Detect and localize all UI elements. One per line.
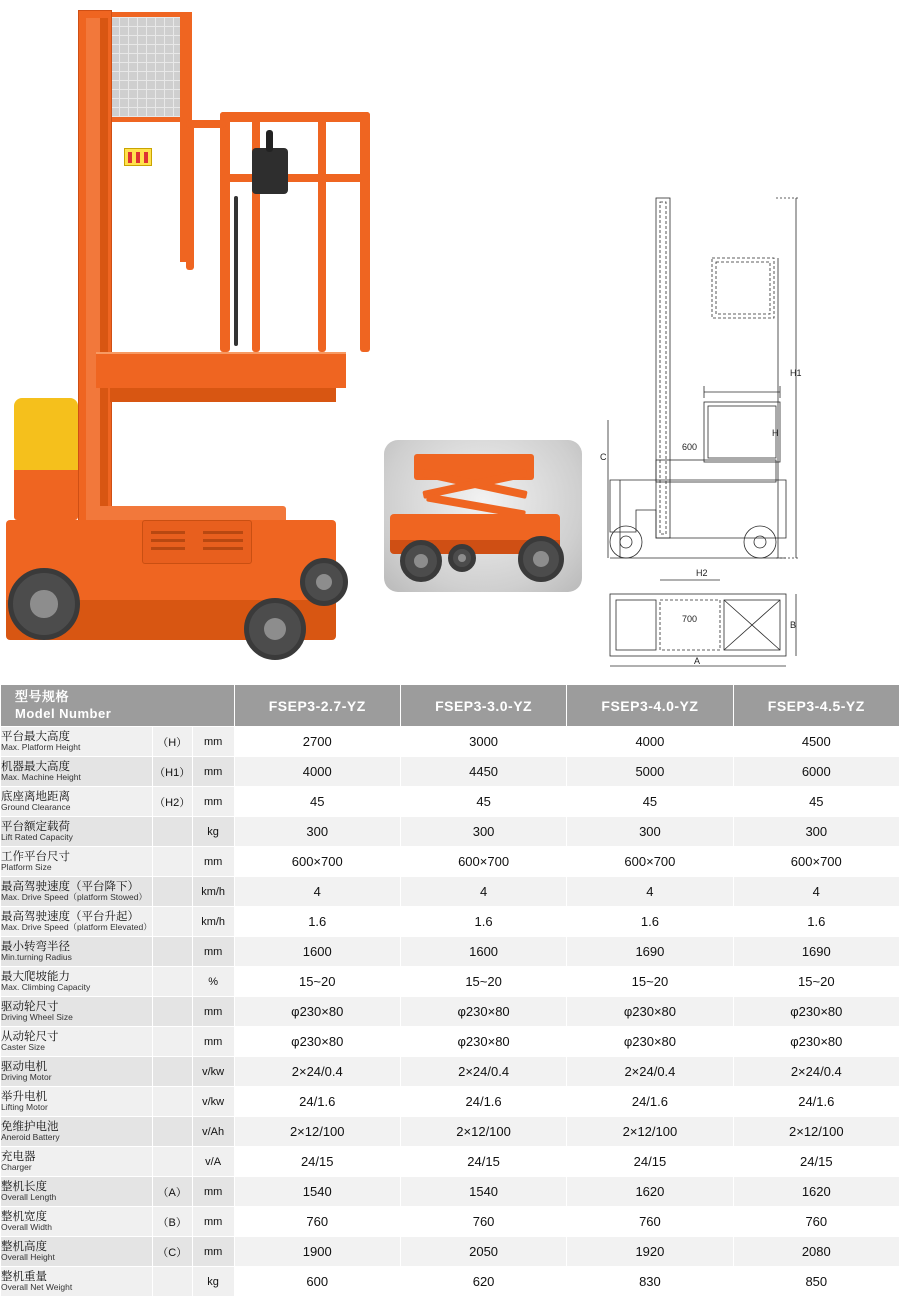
row-label-cn: 最小转弯半径 — [1, 940, 70, 953]
row-symbol: （H1） — [152, 757, 192, 787]
row-label-cn: 最高驾驶速度（平台降下） — [1, 880, 139, 893]
row-unit: mm — [192, 1177, 234, 1207]
row-value-2: 1540 — [400, 1177, 566, 1207]
row-symbol — [152, 997, 192, 1027]
row-value-1: 2×12/100 — [234, 1117, 400, 1147]
mast-shadow — [100, 18, 108, 546]
row-value-4: 760 — [733, 1207, 899, 1237]
row-value-2: 1.6 — [400, 907, 566, 937]
row-label-cn: 底座离地距离 — [1, 790, 70, 803]
row-symbol — [152, 1147, 192, 1177]
row-value-2: 2050 — [400, 1237, 566, 1267]
row-symbol — [152, 817, 192, 847]
row-value-1: 4000 — [234, 757, 400, 787]
row-value-2: 15~20 — [400, 967, 566, 997]
row-value-2: 45 — [400, 787, 566, 817]
row-label-cn: 机器最大高度 — [1, 760, 70, 773]
row-label-cn: 平台额定载荷 — [1, 820, 70, 833]
row-label-en: Driving Motor — [1, 1072, 52, 1083]
cowl-lower — [14, 470, 78, 520]
drawing-label-c: C — [600, 452, 607, 462]
row-label — [1, 1087, 153, 1117]
row-label-en: Lift Rated Capacity — [1, 832, 73, 843]
row-value-3: 600×700 — [567, 847, 733, 877]
row-value-4: 6000 — [733, 757, 899, 787]
spec-table-body — [1, 727, 900, 1297]
main-product-photo — [0, 0, 380, 684]
row-value-4: 2×12/100 — [733, 1117, 899, 1147]
row-label-cn: 免维护电池 — [1, 1120, 59, 1133]
header-model-3: FSEP3-4.0-YZ — [567, 685, 733, 727]
row-value-1: 1540 — [234, 1177, 400, 1207]
row-symbol — [152, 967, 192, 997]
row-symbol — [152, 907, 192, 937]
row-unit: v/Ah — [192, 1117, 234, 1147]
row-unit: % — [192, 967, 234, 997]
warning-label — [124, 148, 152, 166]
joystick-icon — [266, 130, 273, 152]
drawing-label-h2: H2 — [696, 568, 708, 578]
row-symbol — [152, 1057, 192, 1087]
wheel-front — [244, 598, 306, 660]
row-value-4: 600×700 — [733, 847, 899, 877]
row-label — [1, 727, 153, 757]
row-unit: v/A — [192, 1147, 234, 1177]
table-row — [1, 1207, 900, 1237]
row-symbol: （A） — [152, 1177, 192, 1207]
row-value-3: 1690 — [567, 937, 733, 967]
row-value-2: 760 — [400, 1207, 566, 1237]
row-value-1: 600×700 — [234, 847, 400, 877]
row-label-en: Ground Clearance — [1, 802, 71, 813]
row-value-4: 2080 — [733, 1237, 899, 1267]
table-row — [1, 1117, 900, 1147]
table-row — [1, 1087, 900, 1117]
row-label-cn: 从动轮尺寸 — [1, 1030, 59, 1043]
table-row — [1, 877, 900, 907]
row-symbol — [152, 847, 192, 877]
row-value-3: 1620 — [567, 1177, 733, 1207]
row-value-4: φ230×80 — [733, 997, 899, 1027]
table-row — [1, 787, 900, 817]
battery-panel — [142, 520, 252, 564]
row-label — [1, 757, 153, 787]
row-label — [1, 787, 153, 817]
wheel-rear — [8, 568, 80, 640]
table-row — [1, 757, 900, 787]
row-value-4: φ230×80 — [733, 1027, 899, 1057]
row-unit: kg — [192, 1267, 234, 1297]
drawing-label-h1: H1 — [790, 368, 802, 378]
row-label-cn: 整机宽度 — [1, 1210, 47, 1223]
row-label-cn: 举升电机 — [1, 1090, 47, 1103]
row-value-4: 4 — [733, 877, 899, 907]
scissor-assembly — [402, 454, 552, 514]
row-symbol: （C） — [152, 1237, 192, 1267]
row-unit: kg — [192, 817, 234, 847]
header-param-en: Model Number — [15, 705, 112, 721]
table-row — [1, 727, 900, 757]
row-label-cn: 整机高度 — [1, 1240, 47, 1253]
row-value-2: φ230×80 — [400, 997, 566, 1027]
row-value-2: 300 — [400, 817, 566, 847]
row-value-3: 4 — [567, 877, 733, 907]
drawing-label-600: 600 — [682, 442, 698, 452]
row-unit: mm — [192, 727, 234, 757]
row-symbol — [152, 1087, 192, 1117]
row-value-2: 620 — [400, 1267, 566, 1297]
row-label-cn: 驱动轮尺寸 — [1, 1000, 59, 1013]
row-label-cn: 驱动电机 — [1, 1060, 47, 1073]
row-label-en: Overall Width — [1, 1222, 53, 1233]
row-label-cn: 整机重量 — [1, 1270, 47, 1283]
row-label — [1, 1057, 153, 1087]
drawing-label-700: 700 — [682, 614, 698, 624]
row-value-1: 600 — [234, 1267, 400, 1297]
row-value-1: 1900 — [234, 1237, 400, 1267]
row-value-1: 45 — [234, 787, 400, 817]
row-unit: v/kw — [192, 1057, 234, 1087]
row-value-2: 4 — [400, 877, 566, 907]
row-label-en: Max. Drive Speed（platform Elevated） — [1, 922, 152, 933]
row-label-en: Max. Climbing Capacity — [1, 982, 91, 993]
row-label-en: Min.turning Radius — [1, 952, 72, 963]
table-row — [1, 1027, 900, 1057]
wheel-mid — [300, 558, 348, 606]
header-model-1: FSEP3-2.7-YZ — [234, 685, 400, 727]
inset-wheel-left — [400, 540, 442, 582]
row-value-4: 45 — [733, 787, 899, 817]
row-value-1: 1600 — [234, 937, 400, 967]
row-label-en: Driving Wheel Size — [1, 1012, 73, 1023]
control-console — [252, 148, 288, 194]
row-value-3: 5000 — [567, 757, 733, 787]
platform-floor — [96, 352, 346, 388]
row-label-cn: 整机长度 — [1, 1180, 47, 1193]
header-model-2: FSEP3-3.0-YZ — [400, 685, 566, 727]
row-value-2: 600×700 — [400, 847, 566, 877]
row-value-2: 1600 — [400, 937, 566, 967]
row-value-2: 2×24/0.4 — [400, 1057, 566, 1087]
row-value-1: 2×24/0.4 — [234, 1057, 400, 1087]
row-label — [1, 1117, 153, 1147]
row-value-4: 850 — [733, 1267, 899, 1297]
inset-wheel-right — [518, 536, 564, 582]
spec-header-row — [1, 685, 900, 727]
row-label — [1, 967, 153, 997]
table-row — [1, 847, 900, 877]
technical-drawings — [600, 180, 896, 670]
row-label — [1, 1177, 153, 1207]
platform-basket — [200, 112, 380, 370]
table-row — [1, 997, 900, 1027]
row-unit: km/h — [192, 877, 234, 907]
row-value-1: 24/15 — [234, 1147, 400, 1177]
row-value-1: φ230×80 — [234, 1027, 400, 1057]
row-value-4: 1.6 — [733, 907, 899, 937]
row-value-3: 24/15 — [567, 1147, 733, 1177]
row-value-3: 2×12/100 — [567, 1117, 733, 1147]
row-value-3: 830 — [567, 1267, 733, 1297]
row-value-3: 15~20 — [567, 967, 733, 997]
table-row — [1, 967, 900, 997]
row-value-3: 2×24/0.4 — [567, 1057, 733, 1087]
row-value-3: 45 — [567, 787, 733, 817]
row-label — [1, 847, 153, 877]
row-label — [1, 1237, 153, 1267]
table-row — [1, 1147, 900, 1177]
row-value-2: φ230×80 — [400, 1027, 566, 1057]
inset-closeup-photo — [384, 440, 582, 592]
row-value-2: 24/15 — [400, 1147, 566, 1177]
control-cable — [234, 196, 238, 346]
row-value-3: 1920 — [567, 1237, 733, 1267]
row-unit: mm — [192, 1207, 234, 1237]
row-label — [1, 907, 153, 937]
row-symbol — [152, 1117, 192, 1147]
row-value-4: 24/15 — [733, 1147, 899, 1177]
row-value-3: 4000 — [567, 727, 733, 757]
row-unit: mm — [192, 1237, 234, 1267]
table-row — [1, 1057, 900, 1087]
table-row — [1, 1267, 900, 1297]
row-value-4: 1690 — [733, 937, 899, 967]
row-label-en: Max. Platform Height — [1, 742, 81, 753]
row-unit: mm — [192, 1027, 234, 1057]
row-unit: mm — [192, 937, 234, 967]
inset-caster — [448, 544, 476, 572]
row-label — [1, 1147, 153, 1177]
row-label — [1, 937, 153, 967]
platform-floor-shadow — [110, 388, 336, 402]
row-value-2: 4450 — [400, 757, 566, 787]
row-label-cn: 最高驾驶速度（平台升起） — [1, 910, 139, 923]
row-label-en: Max. Drive Speed（platform Stowed） — [1, 892, 147, 903]
row-symbol — [152, 877, 192, 907]
row-label-en: Overall Net Weight — [1, 1282, 73, 1293]
spec-table-head — [1, 685, 900, 727]
row-label-en: Charger — [1, 1162, 32, 1173]
row-unit: mm — [192, 847, 234, 877]
drawing-label-h: H — [772, 428, 779, 438]
row-symbol: （B） — [152, 1207, 192, 1237]
row-value-2: 2×12/100 — [400, 1117, 566, 1147]
row-label — [1, 1267, 153, 1297]
row-value-3: 24/1.6 — [567, 1087, 733, 1117]
row-value-4: 4500 — [733, 727, 899, 757]
row-value-3: 300 — [567, 817, 733, 847]
drawing-label-a: A — [694, 656, 701, 666]
spec-table — [0, 684, 900, 1297]
row-value-1: 760 — [234, 1207, 400, 1237]
row-value-1: 24/1.6 — [234, 1087, 400, 1117]
row-label-en: Overall Length — [1, 1192, 57, 1203]
table-row — [1, 907, 900, 937]
row-label-en: Max. Machine Height — [1, 772, 81, 783]
row-value-4: 300 — [733, 817, 899, 847]
row-unit: v/kw — [192, 1087, 234, 1117]
row-value-1: φ230×80 — [234, 997, 400, 1027]
table-row — [1, 937, 900, 967]
table-row — [1, 817, 900, 847]
row-label-cn: 充电器 — [1, 1150, 36, 1163]
row-symbol — [152, 1027, 192, 1057]
row-value-2: 3000 — [400, 727, 566, 757]
row-unit: mm — [192, 787, 234, 817]
row-label — [1, 997, 153, 1027]
row-label-cn: 最大爬坡能力 — [1, 970, 70, 983]
row-value-2: 24/1.6 — [400, 1087, 566, 1117]
row-unit: km/h — [192, 907, 234, 937]
row-value-3: 1.6 — [567, 907, 733, 937]
row-value-1: 300 — [234, 817, 400, 847]
row-label — [1, 817, 153, 847]
specification-table — [0, 684, 900, 1297]
header-param-cn: 型号规格 — [15, 689, 70, 705]
row-symbol — [152, 1267, 192, 1297]
row-value-3: 760 — [567, 1207, 733, 1237]
row-unit: mm — [192, 997, 234, 1027]
table-row — [1, 1237, 900, 1267]
row-value-1: 4 — [234, 877, 400, 907]
row-symbol — [152, 937, 192, 967]
row-label-en: Caster Size — [1, 1042, 45, 1053]
header-param-cell — [1, 685, 235, 727]
row-label-cn: 工作平台尺寸 — [1, 850, 70, 863]
row-value-3: φ230×80 — [567, 1027, 733, 1057]
row-symbol: （H2） — [152, 787, 192, 817]
row-value-4: 15~20 — [733, 967, 899, 997]
drawing-label-b: B — [790, 620, 797, 630]
dimension-drawing-svg — [600, 180, 896, 670]
header-model-4: FSEP3-4.5-YZ — [733, 685, 899, 727]
row-label — [1, 1207, 153, 1237]
row-value-1: 1.6 — [234, 907, 400, 937]
table-row — [1, 1177, 900, 1207]
row-value-4: 2×24/0.4 — [733, 1057, 899, 1087]
row-label-en: Overall Height — [1, 1252, 55, 1263]
row-value-1: 2700 — [234, 727, 400, 757]
row-label — [1, 877, 153, 907]
row-label-en: Platform Size — [1, 862, 52, 873]
row-value-4: 1620 — [733, 1177, 899, 1207]
row-label-en: Aneroid Battery — [1, 1132, 60, 1143]
row-value-4: 24/1.6 — [733, 1087, 899, 1117]
row-label — [1, 1027, 153, 1057]
row-symbol: （H） — [152, 727, 192, 757]
row-unit: mm — [192, 757, 234, 787]
row-value-3: φ230×80 — [567, 997, 733, 1027]
row-value-1: 15~20 — [234, 967, 400, 997]
row-label-cn: 平台最大高度 — [1, 730, 70, 743]
row-label-en: Lifting Motor — [1, 1102, 48, 1113]
